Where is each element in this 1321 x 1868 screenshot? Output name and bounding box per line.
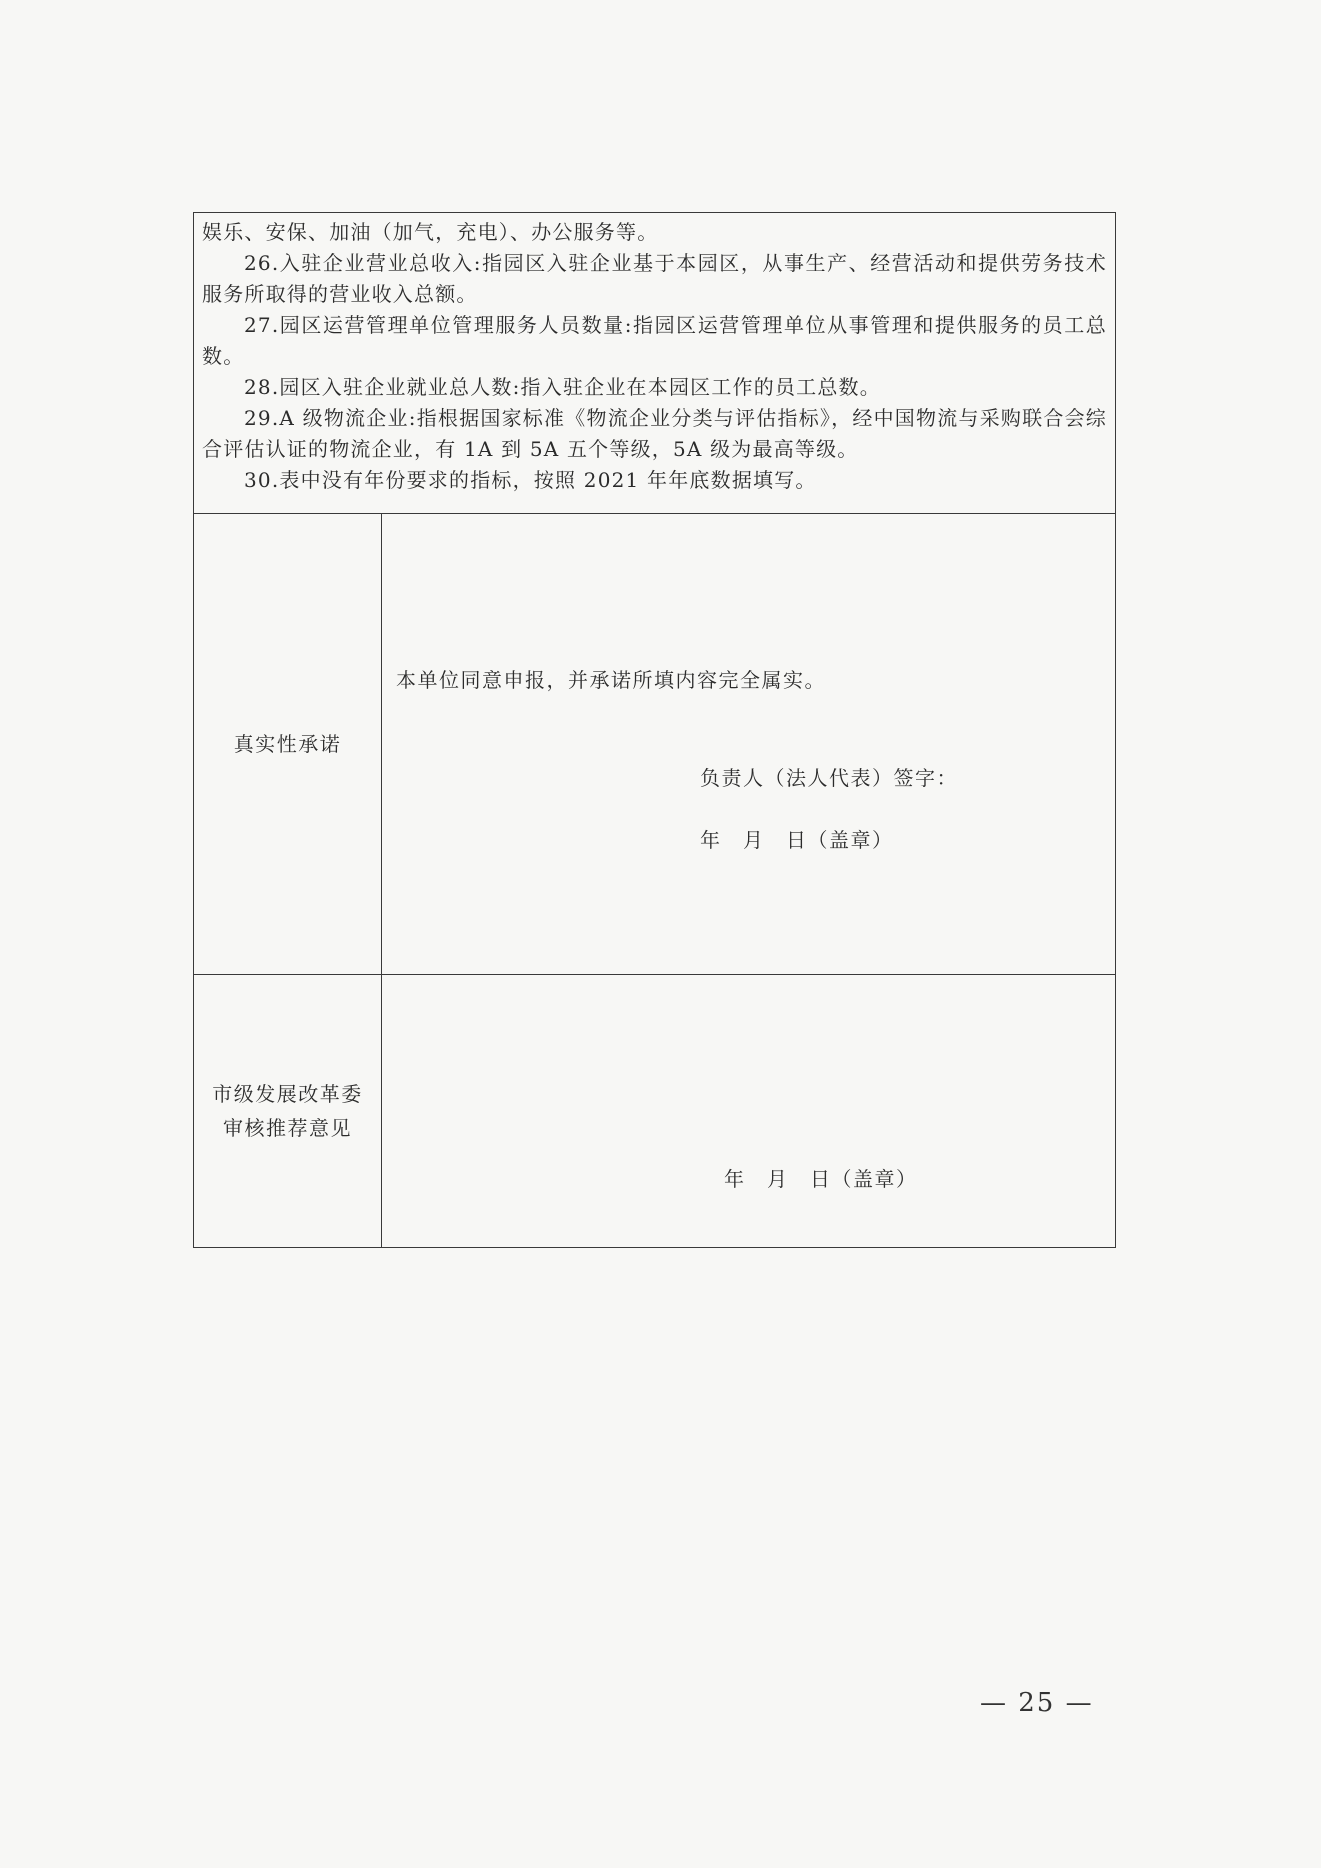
note-paragraph: 28.园区入驻企业就业总人数:指入驻企业在本园区工作的员工总数。 xyxy=(244,375,881,399)
page-number: — 25 — xyxy=(980,1688,1094,1718)
commitment-label: 真实性承诺 xyxy=(194,514,382,975)
notes-row xyxy=(194,213,1116,514)
commitment-statement: 本单位同意申报，并承诺所填内容完全属实。 xyxy=(396,668,826,692)
signer-line: 负责人（法人代表）签字： xyxy=(700,766,958,790)
review-content xyxy=(382,975,1116,1248)
note-paragraph: 29.A 级物流企业:指根据国家标准《物流企业分类与评估指标》，经中国物流与采购联合会综合评估认证的物流企业，有 1A 到 5A 五个等级，5A 级为最高等级。 xyxy=(202,406,1108,461)
notes-cell xyxy=(194,213,1116,514)
review-label-line2: 审核推荐意见 xyxy=(223,1116,352,1140)
review-date-seal: 年 月 日（盖章） xyxy=(724,1167,918,1191)
review-label xyxy=(194,975,382,1248)
declaration-form-table xyxy=(193,212,1116,1248)
note-paragraph: 娱乐、安保、加油（加气，充电）、办公服务等。 xyxy=(202,220,659,244)
commitment-content xyxy=(382,514,1116,975)
note-paragraph: 26.入驻企业营业总收入:指园区入驻企业基于本园区，从事生产、经营活动和提供劳务技术服务所取得的营业收入总额。 xyxy=(202,251,1108,306)
commitment-row xyxy=(194,514,1116,975)
commitment-date-seal: 年 月 日（盖章） xyxy=(700,828,894,852)
note-paragraph: 27.园区运营管理单位管理服务人员数量:指园区运营管理单位从事管理和提供服务的员工总数。 xyxy=(202,313,1108,368)
review-row xyxy=(194,975,1116,1248)
review-label-line1: 市级发展改革委 xyxy=(212,1082,363,1106)
note-paragraph: 30.表中没有年份要求的指标，按照 2021 年年底数据填写。 xyxy=(244,468,817,492)
